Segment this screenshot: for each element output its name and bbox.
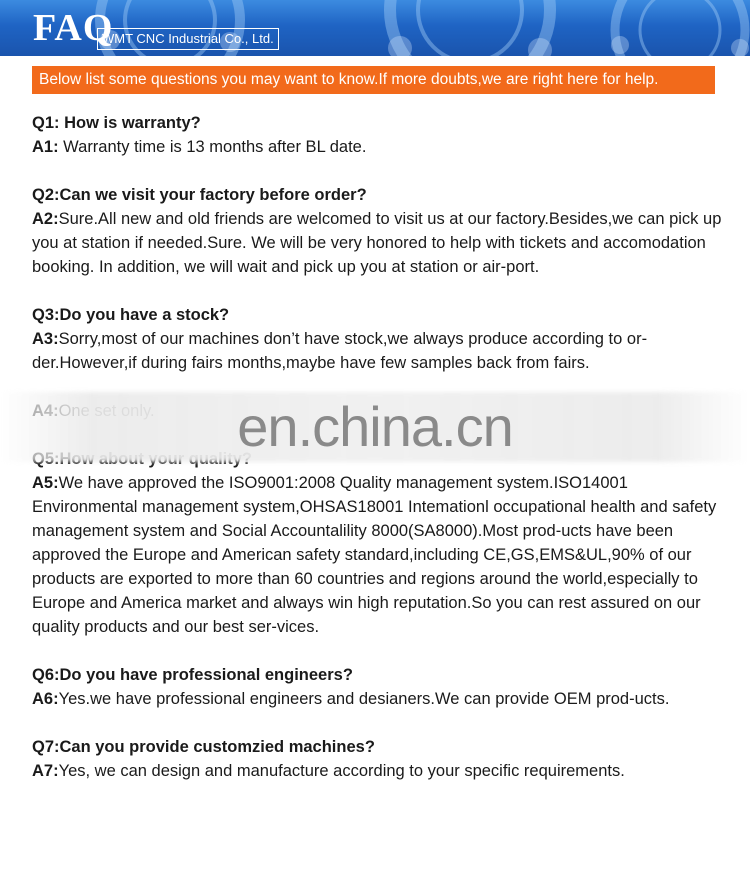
answer-label: A1:: [32, 138, 59, 156]
answer-5: [32, 471, 722, 639]
faq-item-2: [32, 183, 722, 279]
faq-item-5: [32, 447, 722, 639]
answer-1: [32, 135, 722, 159]
answer-text: We have approved the ISO9001:2008 Quality management system.ISO14001 Environmental management system,OHSAS18001 Intemationl occupational health and safety management system and Social Accountalility 8000(SA8000).Most prod-ucts have been approved the Europe and American safety standard,including CE,GS,EMS&UL,90% of our products are exported to more than 60 countries and regions around the world,especially to Europe and America market and always win high reputation.So you can rest assured on our quality products and our best ser-vices.: [32, 474, 717, 636]
answer-label: A3:: [32, 330, 59, 348]
answer-text: Yes.we have professional engineers and desianers.We can provide OEM prod-ucts.: [58, 690, 670, 708]
faq-logo: FAQ: [33, 7, 114, 49]
question-7: Q7:Can you provide customzied machines?: [32, 738, 375, 756]
answer-text: Yes, we can design and manufacture according to your specific requirements.: [58, 762, 625, 780]
answer-2: [32, 207, 722, 279]
company-name: WMT CNC Industrial Co., Ltd.: [97, 28, 279, 50]
answer-text: Warranty time is 13 months after BL date.: [58, 138, 367, 156]
answer-label: A6:: [32, 690, 59, 708]
question-2: Q2:Can we visit your factory before order?: [32, 186, 367, 204]
faq-item-7: [32, 735, 722, 783]
answer-label: A7:: [32, 762, 59, 780]
faq-item-3: [32, 303, 722, 375]
answer-text: Sorry,most of our machines don’t have stock,we always produce according to or-der.However,if during fairs months,maybe have few samples back from fairs.: [32, 330, 648, 372]
answer-text: Sure.All new and old friends are welcomed to visit us at our factory.Besides,we can pick up you at station if needed.Sure. We will be very honored to help with tickets and accomodation booking. In addition, we will wait and pick up you at station or air-port.: [32, 210, 722, 276]
faq-item-1: [32, 111, 722, 159]
question-6: Q6:Do you have professional engineers?: [32, 666, 353, 684]
question-3: Q3:Do you have a stock?: [32, 306, 230, 324]
answer-3: [32, 327, 722, 375]
answer-label: A2:: [32, 210, 59, 228]
question-1: Q1: How is warranty?: [32, 114, 201, 132]
watermark-text: en.china.cn: [237, 395, 513, 458]
faq-banner: [0, 0, 750, 56]
faq-item-6: [32, 663, 722, 711]
intro-bar: Below list some questions you may want to know.If more doubts,we are right here for help.: [32, 66, 715, 94]
answer-label: A5:: [32, 474, 59, 492]
answer-7: [32, 759, 722, 783]
answer-6: [32, 687, 722, 711]
